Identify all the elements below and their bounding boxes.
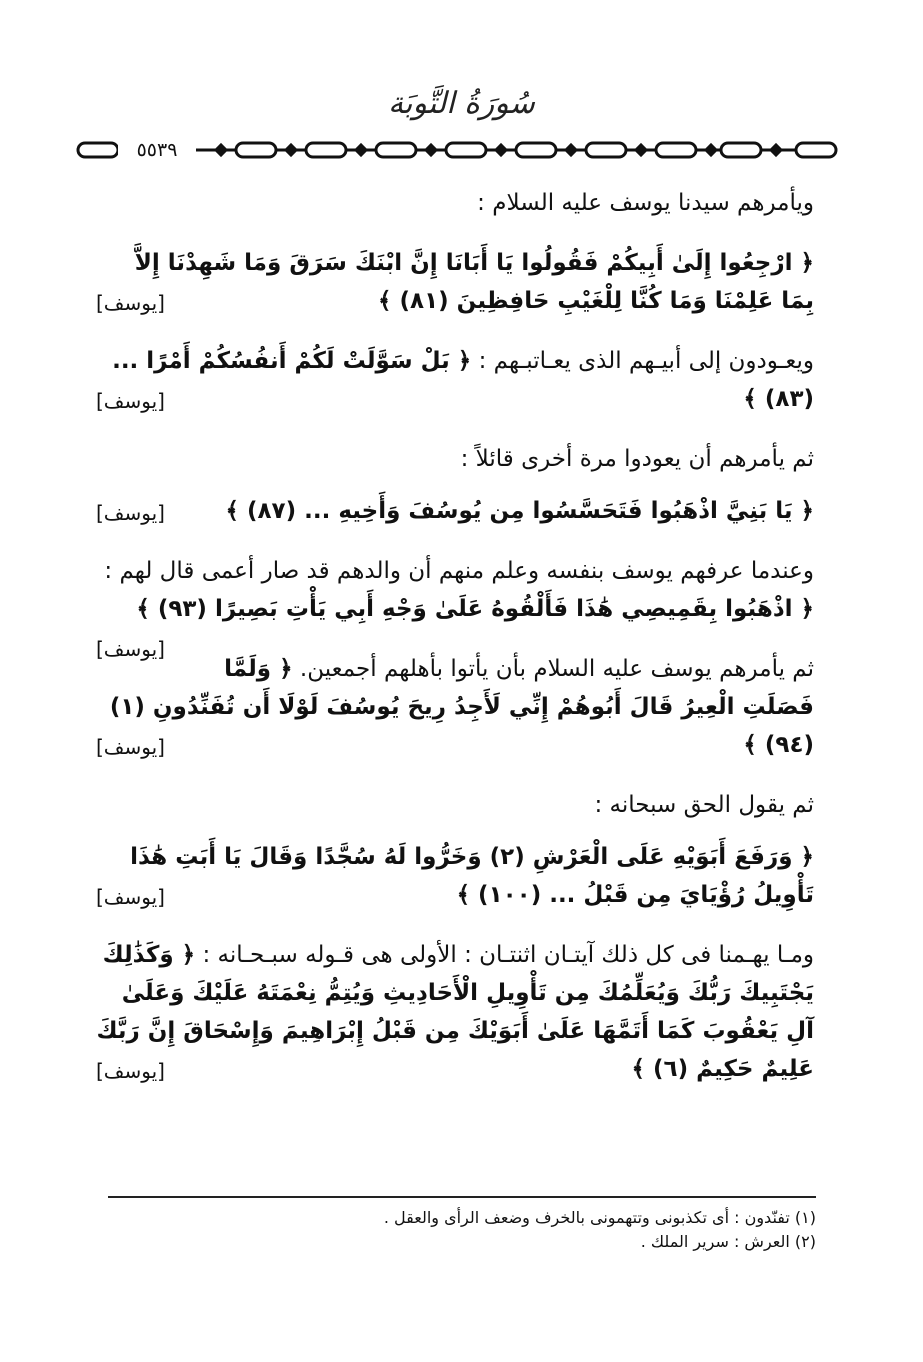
verse-reference: [يوسف] bbox=[96, 885, 165, 909]
footnote: (١) تفنّدون : أى تكذبونى وتتهمونى بالخرف وضعف الرأى والعقل . bbox=[383, 1208, 816, 1227]
paragraph bbox=[96, 936, 814, 1088]
paragraph-text: ثم يأمرهم يوسف عليه السلام بأن يأتوا بأهلهم أجمعين. bbox=[299, 656, 814, 682]
paragraph bbox=[96, 342, 814, 418]
paragraph bbox=[96, 838, 814, 914]
paragraph bbox=[96, 786, 814, 824]
verse-reference: [يوسف] bbox=[96, 501, 165, 525]
paragraph-text: ثم يقول الحق سبحانه : bbox=[594, 792, 814, 818]
paragraph-text: وعندما عرفهم يوسف بنفسه وعلم منهم أن والدهم قد صار أعمى قال لهم : bbox=[104, 558, 814, 584]
quran-verse: ﴿ يَا بَنِيَّ اذْهَبُوا فَتَحَسَّسُوا مِن يُوسُفَ وَأَخِيهِ ... (٨٧) ﴾ bbox=[225, 498, 814, 524]
verse-reference: [يوسف] bbox=[96, 735, 165, 759]
surah-title: سُورَةُ التَّوبَة bbox=[388, 86, 535, 121]
paragraph bbox=[96, 552, 814, 661]
body-text bbox=[96, 184, 814, 1110]
paragraph-text: ثم يأمرهم أن يعودوا مرة أخرى قائلاً : bbox=[460, 446, 814, 472]
verse-reference: [يوسف] bbox=[96, 637, 165, 661]
paragraph-text: ومـا يهـمنا فى كل ذلك آيتـان اثنتـان : الأولى هى قـوله سبـحـانه : bbox=[202, 942, 814, 968]
paragraph bbox=[96, 650, 814, 764]
paragraph bbox=[96, 244, 814, 320]
footnote-divider bbox=[108, 1196, 816, 1198]
quran-verse: ﴿ وَرَفَعَ أَبَوَيْهِ عَلَى الْعَرْشِ (٢) وَخَرُّوا لَهُ سُجَّدًا وَقَالَ يَا أَبَتِ هَٰذَا تَأْوِيلُ رُؤْيَايَ مِن قَبْلُ ... (١٠٠) ﴾ bbox=[130, 844, 814, 908]
paragraph bbox=[96, 492, 814, 530]
paragraph-text: ويأمرهم سيدنا يوسف عليه السلام : bbox=[477, 190, 814, 216]
verse-reference: [يوسف] bbox=[96, 389, 165, 413]
verse-reference: [يوسف] bbox=[96, 1059, 165, 1083]
verse-reference: [يوسف] bbox=[96, 291, 165, 315]
page-number: ٥٥٣٩ bbox=[118, 136, 196, 164]
quran-verse: ﴿ وَكَذَٰلِكَ يَجْتَبِيكَ رَبُّكَ وَيُعَلِّمُكَ مِن تَأْوِيلِ الْأَحَادِيثِ وَيُتِمُّ نِعْمَتَهُ عَلَيْكَ وَعَلَىٰ آلِ يَعْقُوبَ كَمَا أَتَمَّهَا عَلَىٰ أَبَوَيْكَ مِن قَبْلُ إِبْرَاهِيمَ وَإِسْحَاقَ إِنَّ رَبَّكَ عَلِيمٌ حَكِيمٌ (٦) ﴾ bbox=[96, 942, 814, 1082]
paragraph-text: ويعـودون إلى أبيـهم الذى يعـاتبـهم : bbox=[478, 348, 814, 374]
paragraph bbox=[96, 184, 814, 222]
quran-verse: ﴿ ارْجِعُوا إِلَىٰ أَبِيكُمْ فَقُولُوا يَا أَبَانَا إِنَّ ابْنَكَ سَرَقَ وَمَا شَهِدْنَا إِلاَّ بِمَا عَلِمْنَا وَمَا كُنَّا لِلْغَيْبِ حَافِظِينَ (٨١) ﴾ bbox=[134, 250, 814, 314]
quran-verse: ﴿ وَلَمَّا فَصَلَتِ الْعِيرُ قَالَ أَبُوهُمْ إِنِّي لَأَجِدُ رِيحَ يُوسُفَ لَوْلَا أَن تُفَنِّدُونِ (١) (٩٤) ﴾ bbox=[109, 656, 814, 758]
paragraph bbox=[96, 440, 814, 478]
quran-verse: ﴿ بَلْ سَوَّلَتْ لَكُمْ أَنفُسُكُمْ أَمْرًا ... (٨٣) ﴾ bbox=[112, 348, 814, 412]
quran-verse: ﴿ اذْهَبُوا بِقَمِيصِي هَٰذَا فَأَلْقُوهُ عَلَىٰ وَجْهِ أَبِي يَأْتِ بَصِيرًا (٩٣) ﴾ bbox=[136, 596, 814, 622]
footnotes bbox=[108, 1206, 816, 1254]
footnote: (٢) العرش : سرير الملك . bbox=[640, 1232, 816, 1251]
